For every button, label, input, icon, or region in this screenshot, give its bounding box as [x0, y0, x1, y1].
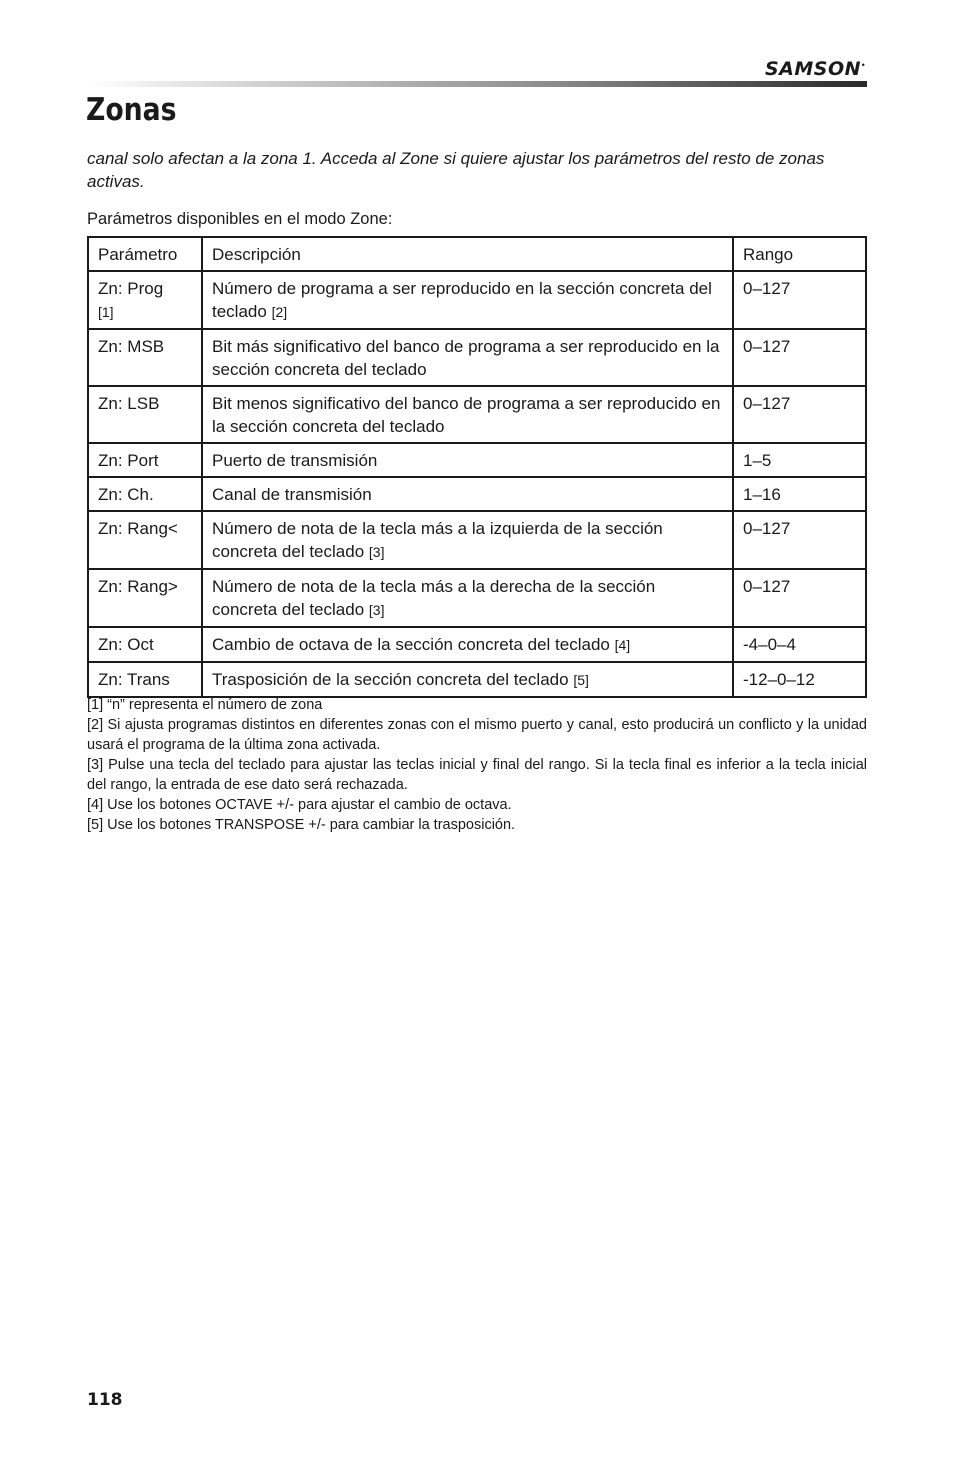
parameter-cell [88, 569, 202, 627]
description-cell [202, 511, 733, 569]
parameter-name: Zn: Rang> [98, 577, 178, 596]
table-row [88, 511, 866, 569]
range-cell: 0–127 [733, 271, 866, 329]
header-cell-parameter: Parámetro [88, 237, 202, 271]
footnote-ref: [1] [98, 304, 114, 320]
parameter-name: Zn: Oct [98, 635, 154, 654]
intro-paragraph: canal solo afectan a la zona 1. Acceda al Zone si quiere ajustar los parámetros del resto de zonas activas. [87, 149, 825, 191]
description-text: Número de nota de la tecla más a la izquierda de la sección concreta del teclado [212, 519, 663, 561]
header-cell-description: Descripción [202, 237, 733, 271]
parameter-name: Zn: Port [98, 451, 159, 470]
description-text: Trasposición de la sección concreta del teclado [212, 670, 569, 689]
footnote-ref: [2] [271, 304, 288, 320]
footnote-item: [3] Pulse una tecla del teclado para ajustar las teclas inicial y final del rango. Si la tecla final es inferior a la tecla inicial del rango, la entrada de ese dato será rechazada. [87, 757, 867, 793]
table-row [88, 329, 866, 386]
range-cell: 0–127 [733, 329, 866, 386]
description-text: Bit menos significativo del banco de programa a ser reproducido en la sección concreta del teclado [212, 394, 721, 436]
header-rule [87, 81, 867, 87]
table-row [88, 386, 866, 443]
table-row [88, 271, 866, 329]
table-header-row [88, 237, 866, 271]
footnote-item: [1] “n” representa el número de zona [87, 697, 323, 713]
description-cell [202, 569, 733, 627]
description-cell [202, 386, 733, 443]
description-text: Bit más significativo del banco de programa a ser reproducido en la sección concreta del teclado [212, 337, 720, 379]
parameters-table [87, 236, 867, 698]
description-text: Número de programa a ser reproducido en la sección concreta del teclado [212, 279, 712, 321]
table-caption: Parámetros disponibles en el modo Zone: [87, 210, 393, 228]
parameter-cell [88, 271, 202, 329]
footnote-item: [5] Use los botones TRANSPOSE +/- para cambiar la trasposición. [87, 817, 516, 833]
table-row [88, 569, 866, 627]
footnote-ref: [3] [368, 602, 385, 618]
parameter-cell [88, 511, 202, 569]
parameter-cell [88, 627, 202, 662]
footnote-ref: [5] [573, 672, 589, 688]
brand-name: SAMSON [764, 58, 862, 80]
footnote-ref: [3] [368, 544, 385, 560]
parameter-cell [88, 443, 202, 477]
trademark-mark: • [861, 61, 866, 70]
footnote-ref: [4] [614, 637, 631, 653]
range-cell: 1–16 [733, 477, 866, 511]
description-text: Número de nota de la tecla más a la derecha de la sección concreta del teclado [212, 577, 656, 619]
description-cell [202, 477, 733, 511]
description-text: Puerto de transmisión [212, 451, 378, 470]
parameter-name: Zn: Rang< [98, 519, 178, 538]
footnotes [87, 695, 867, 835]
range-cell: 0–127 [733, 569, 866, 627]
description-text: Cambio de octava de la sección concreta del teclado [212, 635, 610, 654]
range-cell: 0–127 [733, 511, 866, 569]
range-cell: -4–0–4 [733, 627, 866, 662]
table-row [88, 662, 866, 697]
header-cell-range: Rango [733, 237, 866, 271]
page-title: Zonas [86, 92, 177, 128]
footnote-item: [2] Si ajusta programas distintos en diferentes zonas con el mismo puerto y canal, esto producirá un conflicto y la unidad usará el programa de la última zona activada. [87, 717, 867, 753]
parameter-name: Zn: Trans [98, 670, 170, 689]
parameter-name: Zn: MSB [98, 337, 165, 356]
parameter-name: Zn: Prog [98, 279, 164, 298]
table-row [88, 477, 866, 511]
parameter-cell [88, 386, 202, 443]
parameter-name: Zn: Ch. [98, 485, 154, 504]
description-cell [202, 662, 733, 697]
parameter-cell [88, 329, 202, 386]
table-row [88, 443, 866, 477]
page-number: 118 [87, 1390, 123, 1410]
description-cell [202, 271, 733, 329]
description-cell [202, 329, 733, 386]
samson-logo [765, 58, 866, 80]
parameter-cell [88, 662, 202, 697]
range-cell: -12–0–12 [733, 662, 866, 697]
footnote-item: [4] Use los botones OCTAVE +/- para ajustar el cambio de octava. [87, 797, 512, 813]
description-cell [202, 443, 733, 477]
description-cell [202, 627, 733, 662]
table-row [88, 627, 866, 662]
range-cell: 0–127 [733, 386, 866, 443]
description-text: Canal de transmisión [212, 485, 372, 504]
parameter-name: Zn: LSB [98, 394, 160, 413]
range-cell: 1–5 [733, 443, 866, 477]
parameter-cell [88, 477, 202, 511]
